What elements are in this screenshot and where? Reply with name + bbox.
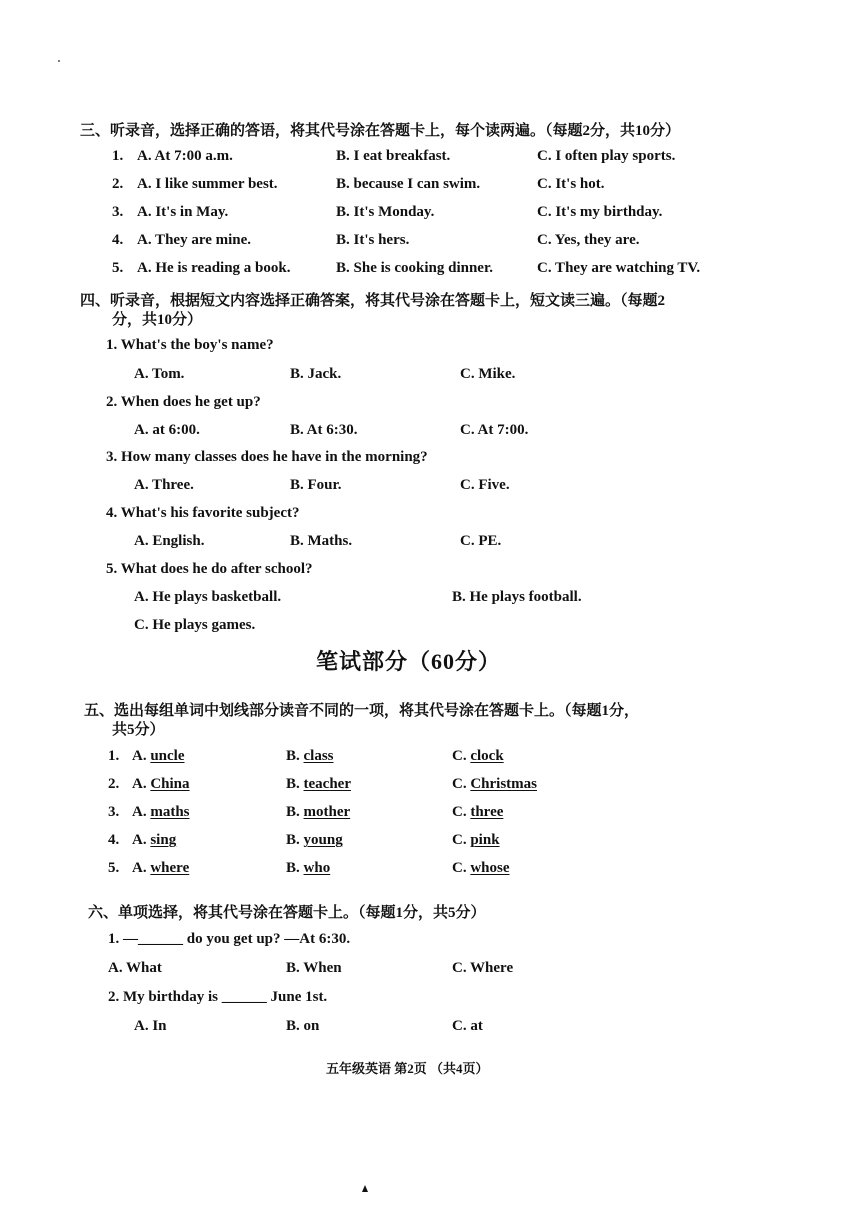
word-option-a: A. China <box>132 776 190 792</box>
item-number: 1. <box>108 748 120 764</box>
word: young <box>303 832 343 848</box>
written-part-title: 笔试部分（60分） <box>316 649 502 674</box>
item-number: 2. <box>108 776 120 792</box>
scan-blot <box>360 1183 370 1193</box>
word: pink <box>470 832 500 848</box>
option-b: B. He plays football. <box>452 589 582 605</box>
option-a: A. They are mine. <box>137 232 252 248</box>
option-a: A. At 7:00 a.m. <box>137 148 233 164</box>
section4-question-5: 5. What does he do after school? <box>106 561 313 577</box>
word: Christmas <box>470 776 538 792</box>
word-option-c: C. Christmas <box>452 776 538 792</box>
option-b: B. Jack. <box>290 366 342 382</box>
section4-question-2: 2. When does he get up? <box>106 394 261 410</box>
option-a: A. Three. <box>134 477 194 493</box>
word-option-a: A. sing <box>132 832 177 848</box>
scan-speck <box>58 60 60 62</box>
word: sing <box>150 832 177 848</box>
option-a: A. He plays basketball. <box>134 589 282 605</box>
word: mother <box>303 804 351 820</box>
option-a: A. What <box>108 960 162 976</box>
option-a: A. English. <box>134 533 205 549</box>
word-option-c: C. whose <box>452 860 510 876</box>
section6-heading: 六、单项选择，将其代号涂在答题卡上。（每题1分，共5分） <box>88 905 486 921</box>
word-option-c: C. clock <box>452 748 504 764</box>
option-c: C. Yes, they are. <box>537 232 640 248</box>
word-option-b: B. who <box>286 860 331 876</box>
option-b: B. At 6:30. <box>290 422 358 438</box>
word-option-c: C. pink <box>452 832 500 848</box>
item-number: 4. <box>112 232 124 248</box>
option-c: C. at <box>452 1018 483 1034</box>
word: whose <box>470 860 510 876</box>
option-c: C. At 7:00. <box>460 422 529 438</box>
page-footer: 五年级英语 第2页 （共4页） <box>326 1061 489 1076</box>
option-b: B. Maths. <box>290 533 353 549</box>
word-option-b: B. young <box>286 832 343 848</box>
section6-question-1: 1. —______ do you get up? —At 6:30. <box>108 931 351 947</box>
word: where <box>150 860 190 876</box>
item-number: 4. <box>108 832 120 848</box>
word: who <box>303 860 331 876</box>
word-option-b: B. class <box>286 748 334 764</box>
option-a: A. at 6:00. <box>134 422 200 438</box>
option-b: B. on <box>286 1018 320 1034</box>
option-c: C. It's my birthday. <box>537 204 663 220</box>
option-a: A. He is reading a book. <box>137 260 291 276</box>
section4-heading-line1: 四、听录音，根据短文内容选择正确答案，将其代号涂在答题卡上，短文读三遍。（每题2 <box>80 293 666 309</box>
option-b: B. I eat breakfast. <box>336 148 451 164</box>
section4-question-3: 3. How many classes does he have in the morning? <box>106 449 428 465</box>
option-c: C. Where <box>452 960 514 976</box>
item-number: 5. <box>112 260 124 276</box>
option-b: B. Four. <box>290 477 342 493</box>
option-c: C. He plays games. <box>134 617 256 633</box>
option-a: A. I like summer best. <box>137 176 278 192</box>
word: China <box>150 776 190 792</box>
option-a: A. In <box>134 1018 167 1034</box>
item-number: 5. <box>108 860 120 876</box>
section5-heading-line2: 共5分） <box>112 722 165 738</box>
option-c: C. PE. <box>460 533 502 549</box>
word: maths <box>150 804 190 820</box>
word: clock <box>470 748 504 764</box>
option-b: B. It's Monday. <box>336 204 435 220</box>
word-option-c: C. three <box>452 804 504 820</box>
word-option-a: A. maths <box>132 804 190 820</box>
option-a: A. It's in May. <box>137 204 229 220</box>
option-c: C. Mike. <box>460 366 516 382</box>
word: three <box>470 804 504 820</box>
option-b: B. because I can swim. <box>336 176 481 192</box>
word-option-a: A. where <box>132 860 190 876</box>
word-option-b: B. teacher <box>286 776 351 792</box>
item-number: 3. <box>112 204 124 220</box>
word-option-a: A. uncle <box>132 748 185 764</box>
word: uncle <box>150 748 185 764</box>
item-number: 2. <box>112 176 124 192</box>
word: teacher <box>303 776 351 792</box>
section3-heading: 三、听录音，选择正确的答语，将其代号涂在答题卡上，每个读两遍。（每题2分，共10分） <box>80 123 681 139</box>
section6-question-2: 2. My birthday is ______ June 1st. <box>108 989 328 1005</box>
option-b: B. When <box>286 960 342 976</box>
option-a: A. Tom. <box>134 366 185 382</box>
section4-question-1: 1. What's the boy's name? <box>106 337 274 353</box>
option-b: B. It's hers. <box>336 232 410 248</box>
word: class <box>303 748 334 764</box>
option-c: C. It's hot. <box>537 176 605 192</box>
section4-heading-line2: 分，共10分） <box>112 312 203 328</box>
option-c: C. I often play sports. <box>537 148 676 164</box>
option-c: C. They are watching TV. <box>537 260 701 276</box>
option-c: C. Five. <box>460 477 510 493</box>
word-option-b: B. mother <box>286 804 351 820</box>
section5-heading-line1: 五、选出每组单词中划线部分读音不同的一项，将其代号涂在答题卡上。（每题1分， <box>84 703 640 719</box>
option-b: B. She is cooking dinner. <box>336 260 493 276</box>
item-number: 3. <box>108 804 120 820</box>
item-number: 1. <box>112 148 124 164</box>
section4-question-4: 4. What's his favorite subject? <box>106 505 300 521</box>
